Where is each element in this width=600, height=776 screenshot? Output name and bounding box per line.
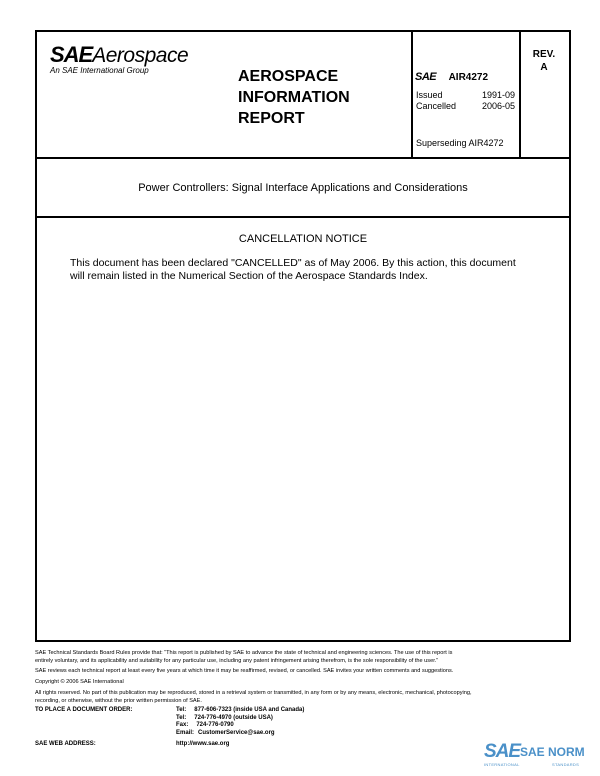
fax-label: Fax: [176, 722, 189, 728]
issued-row [416, 90, 526, 100]
title-divider [37, 216, 569, 218]
doc-number-block [415, 67, 488, 85]
logo-aerospace-text: Aerospace [92, 44, 189, 67]
report-type-line2: INFORMATION [238, 89, 350, 106]
issued-label: Issued [416, 90, 443, 100]
cancelled-row [416, 101, 526, 111]
notice-line1: This document has been declared "CANCELLED" as of May 2006. By this action, this document [70, 257, 516, 269]
rev-label: REV. [532, 49, 556, 60]
report-type-line1: AEROSPACE [238, 68, 339, 85]
rights-line2: recording, or otherwise, without the prior written permission of SAE. [35, 697, 202, 704]
sae-aerospace-logo [50, 42, 188, 68]
notice-heading: CANCELLATION NOTICE [238, 233, 368, 245]
tel2-value: 724-776-4970 (outside USA) [194, 714, 273, 721]
report-type [238, 66, 350, 129]
cancelled-label: Cancelled [416, 101, 457, 111]
notice-body [70, 257, 516, 283]
doc-number: AIR4272 [448, 72, 489, 83]
tel2-label: Tel: [176, 714, 187, 721]
header-divider [37, 157, 569, 159]
revision-block [519, 48, 569, 74]
watermark-intl: INTERNATIONAL [484, 762, 520, 767]
rules-line1: SAE Technical Standards Board Rules provide that: “This report is published by SAE to advance the state of technical and engineering sciences. The use of this report is [35, 650, 453, 656]
watermark-norm: SAE NORM [520, 745, 585, 759]
issued-value: 1991-09 [482, 90, 516, 100]
web-label: SAE WEB ADDRESS: [35, 741, 96, 747]
notice-line2: will remain listed in the Numerical Section of the Aerospace Standards Index. [70, 270, 428, 282]
superseding: Superseding AIR4272 [416, 138, 504, 148]
cancelled-value: 2006-05 [482, 101, 516, 111]
rules-line2: entirely voluntary, and its applicability and suitability for any particular use, including any patent infringement arising therefrom, is the sole responsibility of the user.” [35, 657, 439, 664]
logo-sae-text: SAE [50, 42, 93, 67]
document-title: Power Controllers: Signal Interface Applications and Considerations [138, 182, 468, 194]
tel1-label: Tel: [176, 707, 187, 713]
header-vertical-divider-1 [411, 32, 413, 157]
email-value[interactable]: CustomerService@sae.org [198, 729, 275, 736]
rev-value: A [540, 62, 548, 73]
footer-rules [35, 650, 575, 665]
watermark-standards: STANDARDS [552, 762, 580, 767]
order-label: TO PLACE A DOCUMENT ORDER: [35, 707, 133, 713]
footer-copyright: Copyright © 2006 SAE International [35, 679, 124, 685]
email-label: Email: [176, 729, 195, 736]
logo-tagline: An SAE International Group [50, 66, 149, 75]
web-value[interactable]: http://www.sae.org [176, 741, 230, 747]
tel1-value: 877-606-7323 (inside USA and Canada) [194, 707, 305, 713]
report-type-line3: REPORT [238, 110, 305, 127]
sae-norm-watermark [484, 743, 596, 771]
rights-line1: All rights reserved. No part of this publication may be reproduced, stored in a retrieval system or transmitted, in any form or by any means, electronic, mechanical, photocopying, [35, 690, 472, 696]
footer-rights [35, 690, 580, 705]
watermark-sae: SAE [484, 741, 521, 762]
fax-value: 724-776-0790 [196, 722, 234, 728]
sae-mark: SAE [415, 71, 437, 83]
footer-review: SAE reviews each technical report at least every five years at which time it may be reaffirmed, revised, or cancelled. SAE invites your written comments and suggestions. [35, 668, 454, 674]
order-contacts [176, 707, 304, 737]
